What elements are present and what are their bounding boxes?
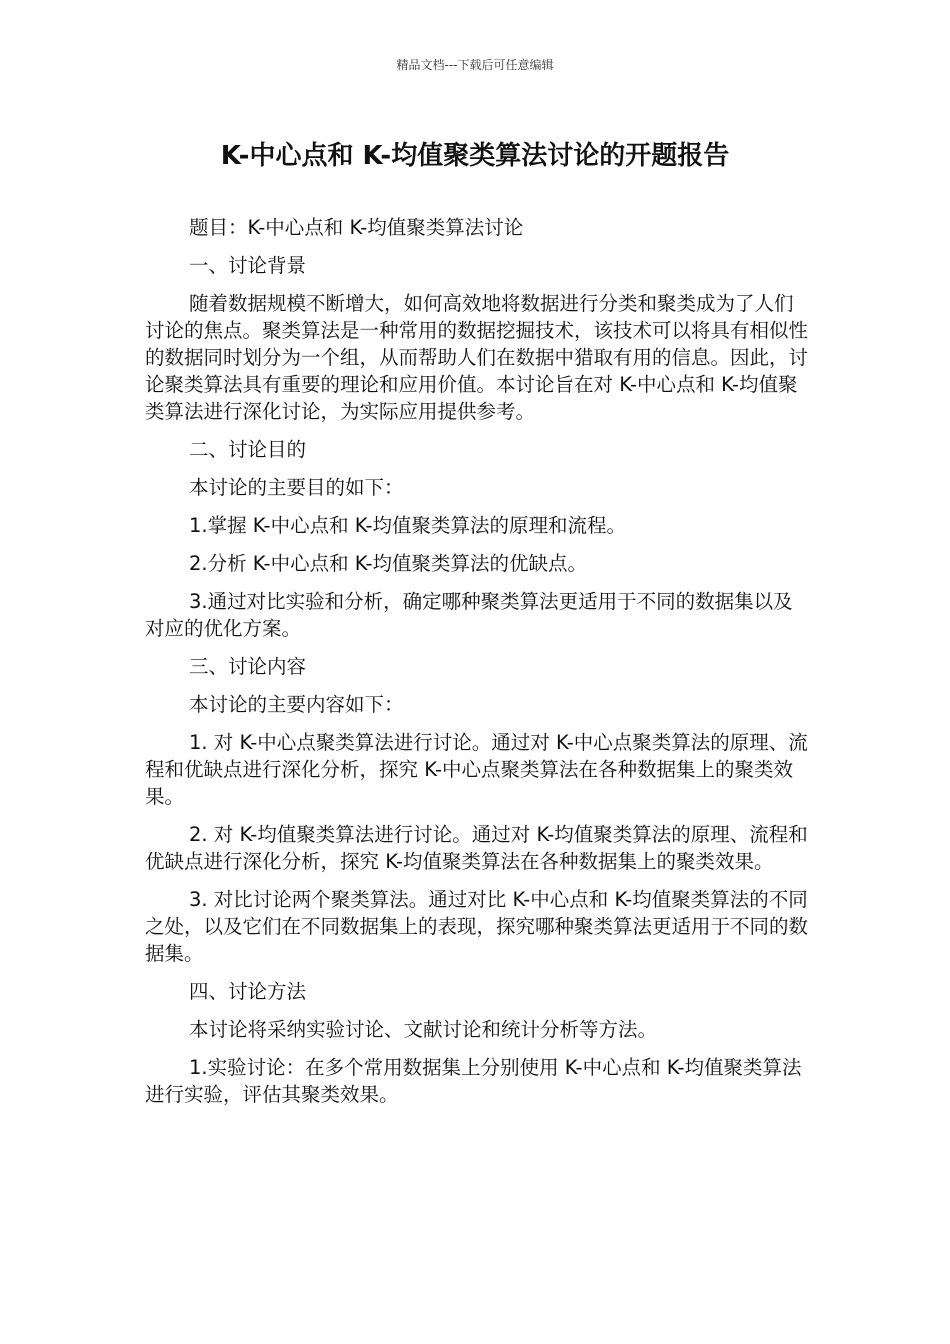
list-item-purpose-2: 2.分析 K-中心点和 K-均值聚类算法的优缺点。 (189, 552, 588, 575)
paragraph-topic: 题目：K-中心点和 K-均值聚类算法讨论 (189, 216, 524, 239)
list-item-methods-1: 1.实验讨论：在多个常用数据集上分别使用 K-中心点和 K-均值聚类算法进行实验，评估其聚类效果。 (145, 1056, 802, 1106)
section-heading-background: 一、讨论背景 (189, 254, 307, 277)
paragraph-methods-intro: 本讨论将采纳实验讨论、文献讨论和统计分析等方法。 (189, 1018, 658, 1041)
list-item-content-2: 2. 对 K-均值聚类算法进行讨论。通过对 K-均值聚类算法的原理、流程和优缺点进行深化分析，探究 K-均值聚类算法在各种数据集上的聚类效果。 (145, 823, 808, 873)
paragraph-background: 随着数据规模不断增大，如何高效地将数据进行分类和聚类成为了人们讨论的焦点。聚类算法是一种常用的数据挖掘技术，该技术可以将具有相似性的数据同时划分为一个组，从而帮助人们在数据中猎取有用的信息。因此，讨论聚类算法具有重要的理论和应用价值。本讨论旨在对 K-中心点和 K-均值聚类算法进行深化讨论，为实际应用提供参考。 (145, 292, 809, 423)
document-title: K-中心点和 K-均值聚类算法讨论的开题报告 (220, 141, 730, 171)
paragraph-content-intro: 本讨论的主要内容如下： (189, 693, 404, 716)
list-item-content-1: 1. 对 K-中心点聚类算法进行讨论。通过对 K-中心点聚类算法的原理、流程和优缺点进行深化分析，探究 K-中心点聚类算法在各种数据集上的聚类效果。 (145, 731, 808, 808)
list-item-content-3: 3. 对比讨论两个聚类算法。通过对比 K-中心点和 K-均值聚类算法的不同之处，以及它们在不同数据集上的表现，探究哪种聚类算法更适用于不同的数据集。 (145, 888, 809, 965)
list-item-purpose-1: 1.掌握 K-中心点和 K-均值聚类算法的原理和流程。 (189, 514, 627, 537)
list-item-purpose-3: 3.通过对比实验和分析，确定哪种聚类算法更适用于不同的数据集以及对应的优化方案。 (145, 590, 793, 640)
watermark-header: 精品文档---下载后可任意编辑 (396, 58, 554, 72)
document-body (145, 214, 810, 1119)
section-heading-content: 三、讨论内容 (189, 655, 307, 678)
section-heading-methods: 四、讨论方法 (189, 980, 307, 1003)
paragraph-purpose-intro: 本讨论的主要目的如下： (189, 476, 404, 499)
section-heading-purpose: 二、讨论目的 (189, 438, 307, 461)
